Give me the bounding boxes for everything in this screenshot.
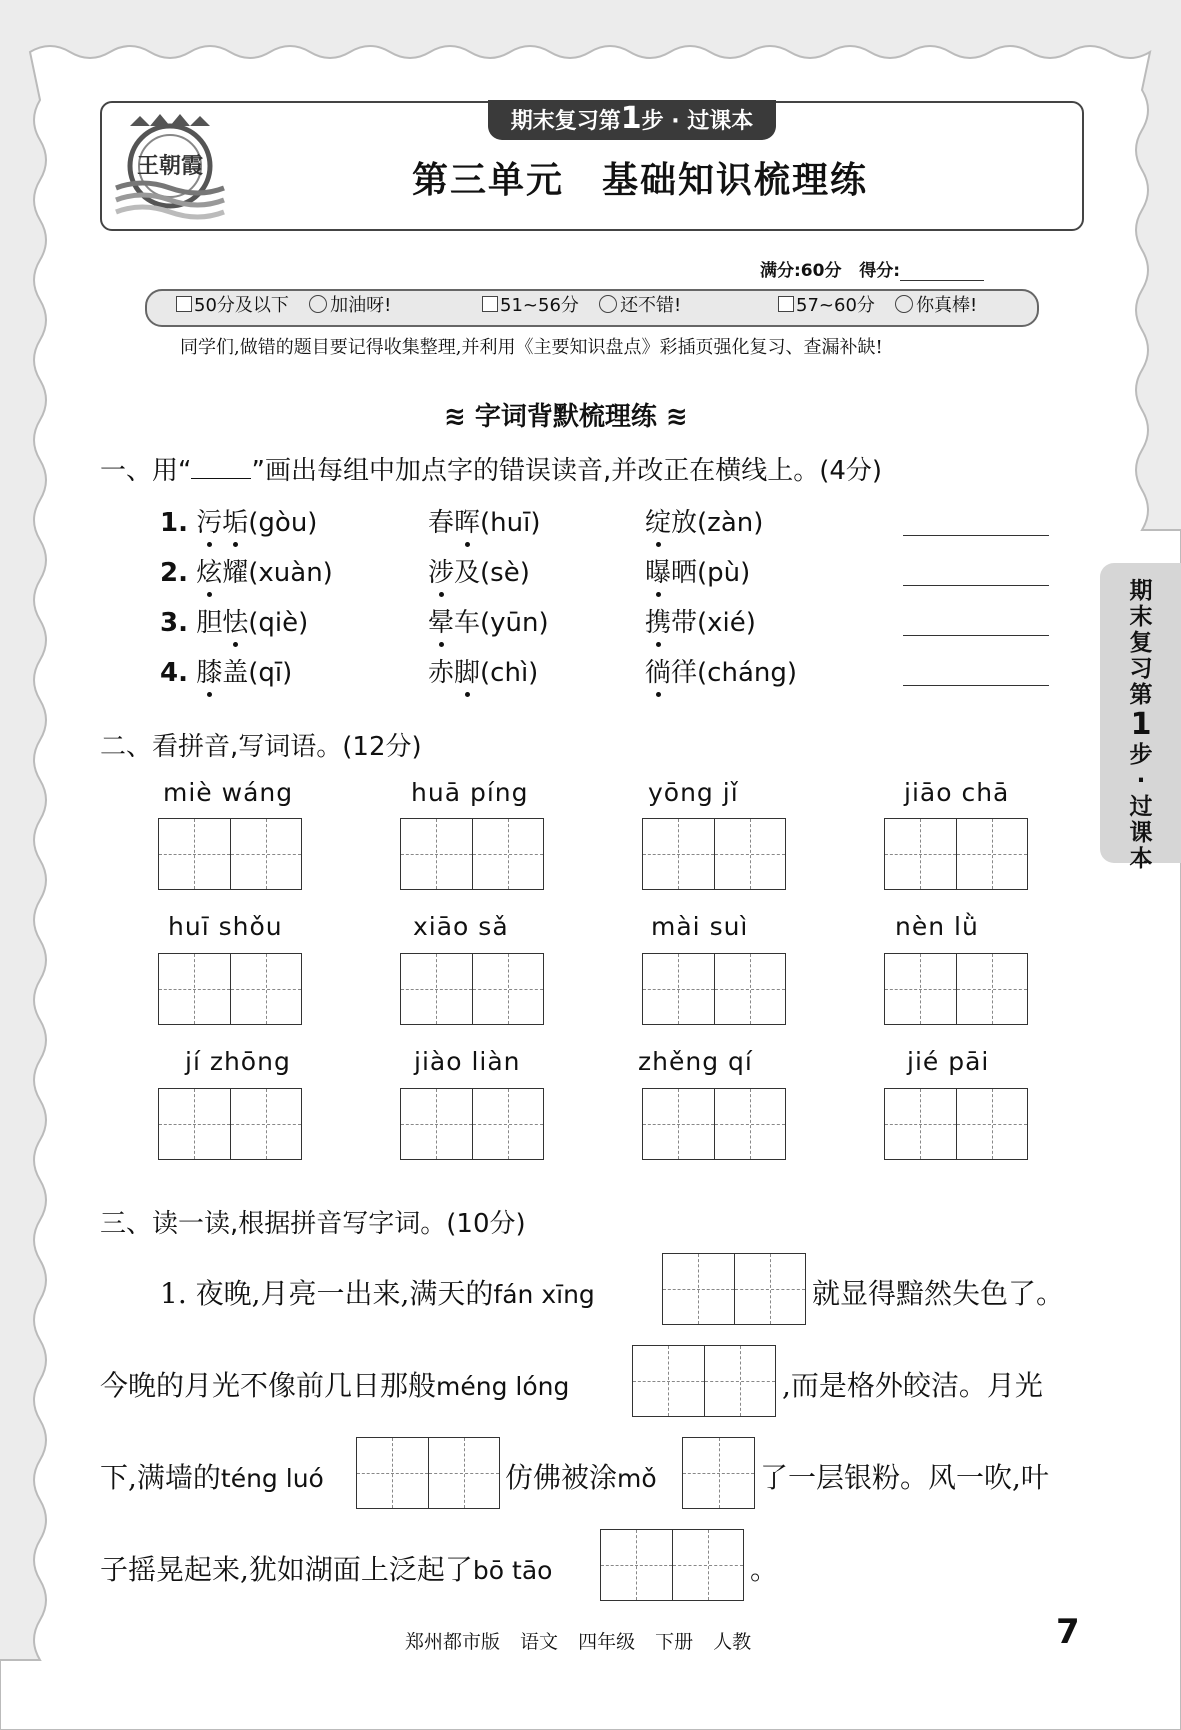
level-1: 50分及以下 加油呀! — [176, 289, 391, 323]
writing-grid[interactable] — [884, 818, 1028, 890]
wave-icon: ≋ — [444, 402, 475, 432]
writing-grid[interactable] — [662, 1253, 806, 1325]
brand-logo — [112, 108, 228, 220]
q1-word: 绽放(zàn) — [645, 502, 763, 539]
svg-text:王朝霞: 王朝霞 — [136, 153, 204, 179]
score-blank[interactable] — [900, 262, 984, 281]
writing-grid[interactable] — [158, 1088, 302, 1160]
writing-grid[interactable] — [400, 1088, 544, 1160]
page-title: 第三单元 基础知识梳理练 — [411, 160, 868, 201]
writing-grid[interactable] — [600, 1529, 744, 1601]
q1-word: 晕车(yūn) — [428, 602, 549, 639]
pinyin-label: yōng jǐ — [648, 778, 739, 807]
q1-row: 4. 膝盖(qī) — [160, 652, 292, 689]
pinyin-label: xiāo sǎ — [413, 912, 509, 941]
writing-grid[interactable] — [356, 1437, 500, 1509]
writing-grid[interactable] — [642, 953, 786, 1025]
section-title: ≋ 字词背默梳理练 ≋ — [444, 402, 688, 432]
writing-grid[interactable] — [158, 818, 302, 890]
q3-text: ,而是格外皎洁。月光 — [782, 1369, 1043, 1402]
level-2-checkbox[interactable] — [482, 296, 498, 312]
instruction-note: 同学们,做错的题目要记得收集整理,并利用《主要知识盘点》彩插页强化复习、查漏补缺! — [180, 337, 883, 358]
score-line: 满分:60分 得分: — [760, 256, 984, 281]
writing-grid[interactable] — [884, 953, 1028, 1025]
q3-text: 就显得黯然失色了。 — [812, 1277, 1065, 1310]
q1-word: 携带(xié) — [645, 602, 756, 639]
side-tab-label: 期 末 复 习 第 1 步 · 过 课 本 — [1129, 578, 1153, 872]
q1-row: 1. 污垢(gòu) — [160, 502, 317, 539]
level-1-checkbox[interactable] — [176, 296, 192, 312]
q1-row: 2. 炫耀(xuàn) — [160, 552, 333, 589]
q3-text: 仿佛被涂mǒ — [505, 1461, 657, 1494]
pinyin-label: jí zhōng — [185, 1047, 291, 1076]
q1-title: 一、用“ ”画出每组中加点字的错误读音,并改正在横线上。(4分) — [100, 456, 883, 486]
step-tag: 期末复习第1步 · 过课本 — [488, 100, 776, 140]
writing-grid[interactable] — [400, 953, 544, 1025]
pinyin-label: jiào liàn — [414, 1047, 521, 1076]
page-number: 7 — [1056, 1612, 1080, 1652]
level-2: 51~56分 还不错! — [482, 289, 681, 323]
answer-line[interactable] — [903, 635, 1049, 636]
smile-icon — [895, 295, 913, 313]
q1-word: 曝晒(pù) — [645, 552, 750, 589]
q1-word: 春晖(huī) — [428, 502, 541, 539]
pinyin-label: mài suì — [651, 912, 749, 941]
q3-title: 三、读一读,根据拼音写字词。(10分) — [100, 1209, 526, 1239]
q1-word: 赤脚(chì) — [428, 652, 538, 689]
pinyin-label: miè wáng — [163, 778, 294, 807]
level-3: 57~60分 你真棒! — [778, 289, 977, 323]
pinyin-label: jiāo chā — [904, 778, 1010, 807]
footer: 郑州都市版 语文 四年级 下册 人教 — [405, 1631, 752, 1653]
q3-line-2: 今晚的月光不像前几日那般méng lóng — [100, 1369, 570, 1402]
pinyin-label: huī shǒu — [168, 912, 283, 941]
smile-icon — [599, 295, 617, 313]
writing-grid[interactable] — [682, 1437, 755, 1509]
pinyin-label: jié pāi — [907, 1047, 990, 1076]
q3-line-3: 下,满墙的téng luó — [100, 1461, 324, 1494]
q3-line-4: 子摇晃起来,犹如湖面上泛起了bō tāo — [100, 1553, 553, 1586]
wave-icon: ≋ — [656, 402, 688, 432]
answer-line[interactable] — [903, 535, 1049, 536]
writing-grid[interactable] — [642, 818, 786, 890]
q3-text: 。 — [750, 1553, 779, 1586]
q1-word: 徜徉(cháng) — [645, 652, 797, 689]
writing-grid[interactable] — [158, 953, 302, 1025]
q2-title: 二、看拼音,写词语。(12分) — [100, 732, 422, 762]
writing-grid[interactable] — [632, 1345, 776, 1417]
level-3-checkbox[interactable] — [778, 296, 794, 312]
q3-text: 了一层银粉。风一吹,叶 — [760, 1461, 1049, 1494]
q1-word: 涉及(sè) — [428, 552, 530, 589]
pinyin-label: nèn lǜ — [895, 912, 979, 941]
smile-icon — [309, 295, 327, 313]
writing-grid[interactable] — [884, 1088, 1028, 1160]
pinyin-label: zhěng qí — [638, 1047, 753, 1076]
q3-line-1: 1. 夜晚,月亮一出来,满天的fán xīng — [160, 1277, 595, 1310]
writing-grid[interactable] — [400, 818, 544, 890]
writing-grid[interactable] — [642, 1088, 786, 1160]
answer-line[interactable] — [903, 685, 1049, 686]
answer-line[interactable] — [903, 585, 1049, 586]
q1-row: 3. 胆怯(qiè) — [160, 602, 308, 639]
pinyin-label: huā píng — [411, 778, 529, 807]
